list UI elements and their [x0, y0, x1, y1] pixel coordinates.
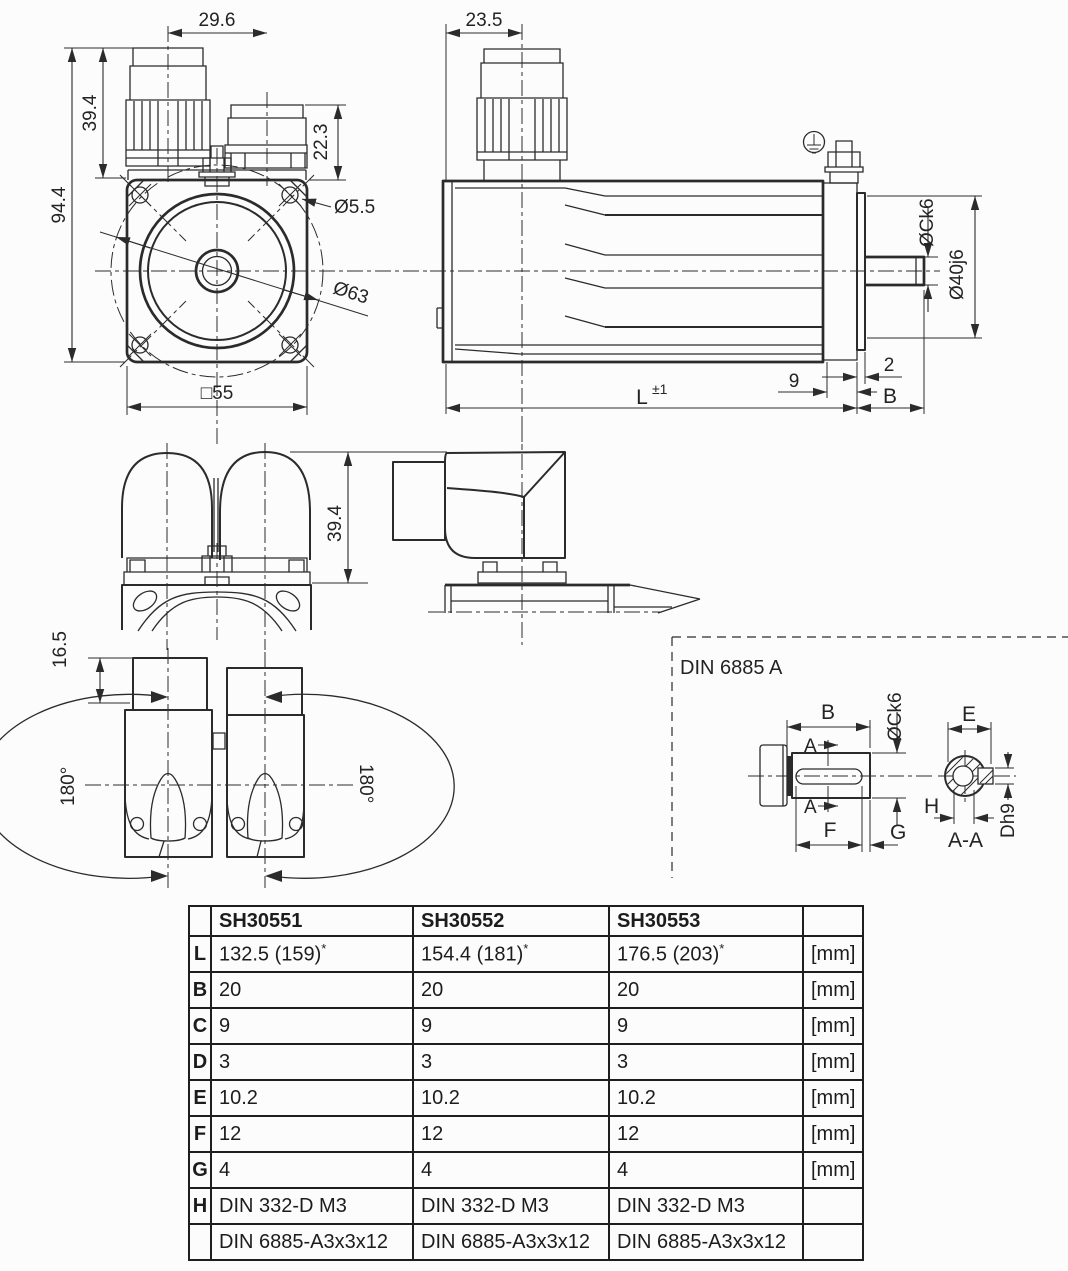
- value-cell: 20: [609, 972, 803, 1008]
- rotation-angle-right: 180°: [355, 764, 376, 804]
- footnote-marker: *: [719, 941, 725, 957]
- unit-cell: [mm]: [803, 1080, 863, 1116]
- dim-pilot-diameter: Ø40j6: [947, 249, 968, 300]
- encoder-connector-front: [225, 105, 307, 168]
- key-dim-Dh9: Dh9: [998, 803, 1019, 838]
- column-header: SH30553: [609, 906, 803, 936]
- rotation-angle-left: 180°: [58, 766, 79, 806]
- key-detail-title: DIN 6885 A: [680, 657, 783, 679]
- value-cell: 3: [413, 1044, 609, 1080]
- column-header: SH30551: [211, 906, 413, 936]
- unit-cell: [mm]: [803, 1116, 863, 1152]
- dim-9: 9: [788, 371, 800, 392]
- unit-cell: [mm]: [803, 1008, 863, 1044]
- footnote-marker: *: [321, 941, 327, 957]
- table-row: [189, 972, 863, 1008]
- dim-length-tolerance: ±1: [652, 381, 668, 397]
- connector-side-view: [393, 426, 700, 645]
- value-cell: 10.2: [211, 1080, 413, 1116]
- unit-cell: [mm]: [803, 1044, 863, 1080]
- dim-total-height: 94.4: [49, 186, 70, 224]
- value-cell: 4: [413, 1152, 609, 1188]
- dim-connector-offset: 23.5: [465, 10, 503, 31]
- value-cell: 10.2: [609, 1080, 803, 1116]
- value-cell: 20: [413, 972, 609, 1008]
- value-cell: DIN 332-D M3: [211, 1188, 413, 1224]
- ground-terminal: [825, 141, 863, 183]
- value-cell: 4: [609, 1152, 803, 1188]
- value-cell: DIN 6885-A3x3x12: [609, 1224, 803, 1260]
- dim-2: 2: [883, 355, 895, 376]
- dim-encoder-height: 22.3: [311, 123, 332, 161]
- unit-cell: [mm]: [803, 936, 863, 972]
- key-dim-H: H: [924, 795, 940, 818]
- dim-connector-height-top: 39.4: [325, 505, 346, 542]
- value-cell: 20: [211, 972, 413, 1008]
- table-row: [189, 1008, 863, 1044]
- table-row: [189, 1188, 863, 1224]
- ground-symbol-icon: [804, 132, 825, 154]
- section-name: A-A: [948, 829, 984, 852]
- key-dim-B: B: [820, 701, 836, 724]
- dim-B: B: [882, 385, 898, 408]
- footnote-marker: *: [523, 941, 529, 957]
- unit-cell: [mm]: [803, 1152, 863, 1188]
- row-label: B: [189, 972, 211, 1008]
- dim-shaft-diameter: ØCk6: [917, 198, 938, 247]
- row-label: E: [189, 1080, 211, 1116]
- unit-cell: [mm]: [803, 972, 863, 1008]
- section-label-A-top: A: [804, 736, 817, 757]
- key-detail-view: [672, 637, 1068, 878]
- row-label: G: [189, 1152, 211, 1188]
- row-label: H: [189, 1188, 211, 1224]
- dim-rotation-offset: 16.5: [50, 631, 71, 668]
- value-cell: 154.4 (181)*: [413, 936, 609, 972]
- value-cell: 10.2: [413, 1080, 609, 1116]
- row-label: D: [189, 1044, 211, 1080]
- value-cell: 9: [609, 1008, 803, 1044]
- value-cell: 3: [609, 1044, 803, 1080]
- spec-table: [188, 905, 864, 1261]
- unit-cell: [803, 1188, 863, 1224]
- table-row: [189, 1224, 863, 1260]
- table-row: [189, 936, 863, 972]
- dim-connector-spacing: 29.6: [198, 10, 236, 31]
- value-cell: 176.5 (203)*: [609, 936, 803, 972]
- front-view: [49, 10, 428, 448]
- top-view: [122, 443, 447, 650]
- dimension-table-container: [188, 905, 864, 1261]
- section-label-A-bottom: A: [804, 797, 817, 818]
- table-row: [189, 1152, 863, 1188]
- table-row: [189, 1080, 863, 1116]
- row-label: C: [189, 1008, 211, 1044]
- value-cell: DIN 332-D M3: [413, 1188, 609, 1224]
- key-dim-shaft: ØCk6: [885, 692, 906, 741]
- table-row: [189, 1116, 863, 1152]
- value-cell: 9: [211, 1008, 413, 1044]
- value-cell: DIN 6885-A3x3x12: [211, 1224, 413, 1260]
- dim-flange-square: □55: [200, 383, 234, 404]
- value-cell: DIN 332-D M3: [609, 1188, 803, 1224]
- row-label: F: [189, 1116, 211, 1152]
- value-cell: 4: [211, 1152, 413, 1188]
- value-cell: 12: [609, 1116, 803, 1152]
- key-dim-F: F: [823, 819, 837, 842]
- key-dim-E: E: [961, 703, 977, 726]
- value-cell: 12: [413, 1116, 609, 1152]
- rotation-view: [0, 631, 454, 888]
- side-view: [430, 10, 982, 446]
- value-cell: DIN 6885-A3x3x12: [413, 1224, 609, 1260]
- table-header-row: [189, 906, 863, 936]
- value-cell: 9: [413, 1008, 609, 1044]
- row-label: L: [189, 936, 211, 972]
- value-cell: 3: [211, 1044, 413, 1080]
- unit-cell: [803, 1224, 863, 1260]
- column-header: SH30552: [413, 906, 609, 936]
- value-cell: 132.5 (159)*: [211, 936, 413, 972]
- dim-hole-diameter: Ø5.5: [334, 197, 376, 218]
- value-cell: 12: [211, 1116, 413, 1152]
- dim-connector-height: 39.4: [80, 94, 101, 132]
- key-dim-G: G: [890, 821, 907, 844]
- row-label: [189, 1224, 211, 1260]
- column-header-empty: [189, 906, 211, 936]
- dim-bolt-circle: Ø63: [330, 277, 372, 309]
- column-header-empty: [803, 906, 863, 936]
- dim-length-L: L: [636, 386, 648, 409]
- table-row: [189, 1044, 863, 1080]
